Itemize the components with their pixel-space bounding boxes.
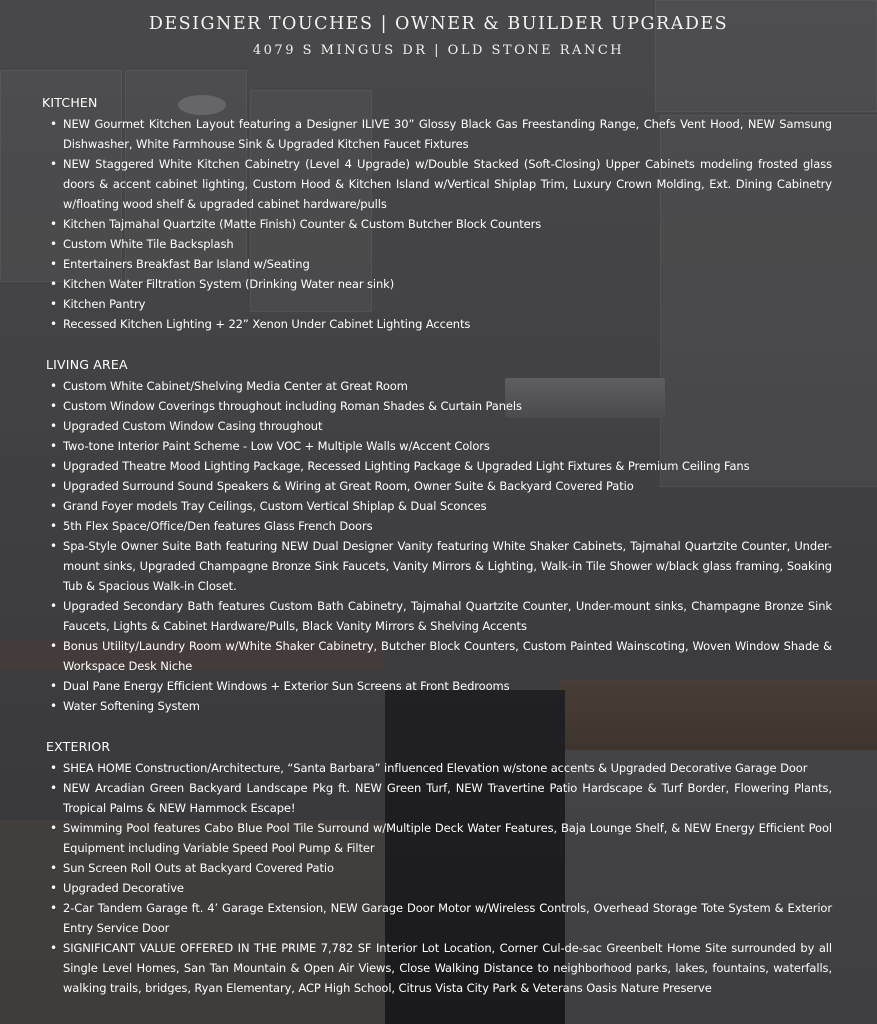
list-item: • 5th Flex Space/Office/Den features Glass French Doors <box>48 516 832 536</box>
section-heading-living-area: LIVING AREA <box>46 357 128 372</box>
flyer-title: DESIGNER TOUCHES | OWNER & BUILDER UPGRADES <box>148 14 729 34</box>
list-item: • SHEA HOME Construction/Architecture, “Santa Barbara” influenced Elevation w/stone accents & Upgraded Decorative Garage Door <box>48 758 832 778</box>
list-item: • Kitchen Tajmahal Quartzite (Matte Finish) Counter & Custom Butcher Block Counters <box>48 214 832 234</box>
list-item: • Two-tone Interior Paint Scheme - Low VOC + Multiple Walls w/Accent Colors <box>48 436 832 456</box>
list-item: • Upgraded Custom Window Casing throughout <box>48 416 832 436</box>
list-item: • Bonus Utility/Laundry Room w/White Shaker Cabinetry, Butcher Block Counters, Custom Painted Wainscoting, Woven Window Shade & Workspace Desk Niche <box>48 636 832 676</box>
list-item: • Sun Screen Roll Outs at Backyard Covered Patio <box>48 858 832 878</box>
list-item: • Spa-Style Owner Suite Bath featuring NEW Dual Designer Vanity featuring White Shaker Cabinets, Tajmahal Quartzite Counter, Under-mount sinks, Upgraded Champagne Bronze Sink Faucets, Vanity Mirrors & Lighting, Walk-in Tile Shower w/black glass framing, Soaking Tub & Spacious Walk-in Closet. <box>48 536 832 596</box>
list-item: • Custom White Cabinet/Shelving Media Center at Great Room <box>48 376 832 396</box>
list-item: • Grand Foyer models Tray Ceilings, Custom Vertical Shiplap & Dual Sconces <box>48 496 832 516</box>
list-item: • NEW Staggered White Kitchen Cabinetry (Level 4 Upgrade) w/Double Stacked (Soft-Closing) Upper Cabinets modeling frosted glass doors & accent cabinet lighting, Custom Hood & Kitchen Island w/Vertical Shiplap Trim, Luxury Crown Molding, Ext. Dining Cabinetry w/floating wood shelf & upgraded cabinet hardware/pulls <box>48 154 832 214</box>
section-heading-exterior: EXTERIOR <box>46 739 111 754</box>
exterior-list <box>48 758 832 998</box>
list-item: • NEW Arcadian Green Backyard Landscape Pkg ft. NEW Green Turf, NEW Travertine Patio Hardscape & Turf Border, Flowering Plants, Tropical Palms & NEW Hammock Escape! <box>48 778 832 818</box>
list-item: • Water Softening System <box>48 696 832 716</box>
list-item: • SIGNIFICANT VALUE OFFERED IN THE PRIME 7,782 SF Interior Lot Location, Corner Cul-de-sac Greenbelt Home Site surrounded by all Single Level Homes, San Tan Mountain & Open Air Views, Close Walking Distance to neighborhood parks, lakes, fountains, waterfalls, walking trails, bridges, Ryan Elementary, ACP High School, Citrus Vista City Park & Veterans Oasis Nature Preserve <box>48 938 832 998</box>
list-item: • NEW Gourmet Kitchen Layout featuring a Designer ILIVE 30” Glossy Black Gas Freestanding Range, Chefs Vent Hood, NEW Samsung Dishwasher, White Farmhouse Sink & Upgraded Kitchen Faucet Fixtures <box>48 114 832 154</box>
list-item: • Upgraded Secondary Bath features Custom Bath Cabinetry, Tajmahal Quartzite Counter, Under-mount sinks, Champagne Bronze Sink Faucets, Lights & Cabinet Hardware/Pulls, Black Vanity Mirrors & Shelving Accents <box>48 596 832 636</box>
list-item: • Swimming Pool features Cabo Blue Pool Tile Surround w/Multiple Deck Water Features, Baja Lounge Shelf, & NEW Energy Efficient Pool Equipment including Variable Speed Pool Pump & Filter <box>48 818 832 858</box>
list-item: • Recessed Kitchen Lighting + 22” Xenon Under Cabinet Lighting Accents <box>48 314 832 334</box>
list-item: • Custom Window Coverings throughout including Roman Shades & Curtain Panels <box>48 396 832 416</box>
list-item: • Upgraded Theatre Mood Lighting Package, Recessed Lighting Package & Upgraded Light Fixtures & Premium Ceiling Fans <box>48 456 832 476</box>
property-address: 4079 S MINGUS DR | OLD STONE RANCH <box>252 43 625 58</box>
living-area-list <box>48 376 832 716</box>
kitchen-list <box>48 114 832 334</box>
list-item: • Upgraded Decorative <box>48 878 832 898</box>
section-heading-kitchen: KITCHEN <box>42 95 98 110</box>
list-item: • Kitchen Water Filtration System (Drinking Water near sink) <box>48 274 832 294</box>
list-item: • Kitchen Pantry <box>48 294 832 314</box>
list-item: • Upgraded Surround Sound Speakers & Wiring at Great Room, Owner Suite & Backyard Covered Patio <box>48 476 832 496</box>
list-item: • Entertainers Breakfast Bar Island w/Seating <box>48 254 832 274</box>
list-item: • 2-Car Tandem Garage ft. 4’ Garage Extension, NEW Garage Door Motor w/Wireless Controls, Overhead Storage Tote System & Exterior Entry Service Door <box>48 898 832 938</box>
list-item: • Custom White Tile Backsplash <box>48 234 832 254</box>
list-item: • Dual Pane Energy Efficient Windows + Exterior Sun Screens at Front Bedrooms <box>48 676 832 696</box>
